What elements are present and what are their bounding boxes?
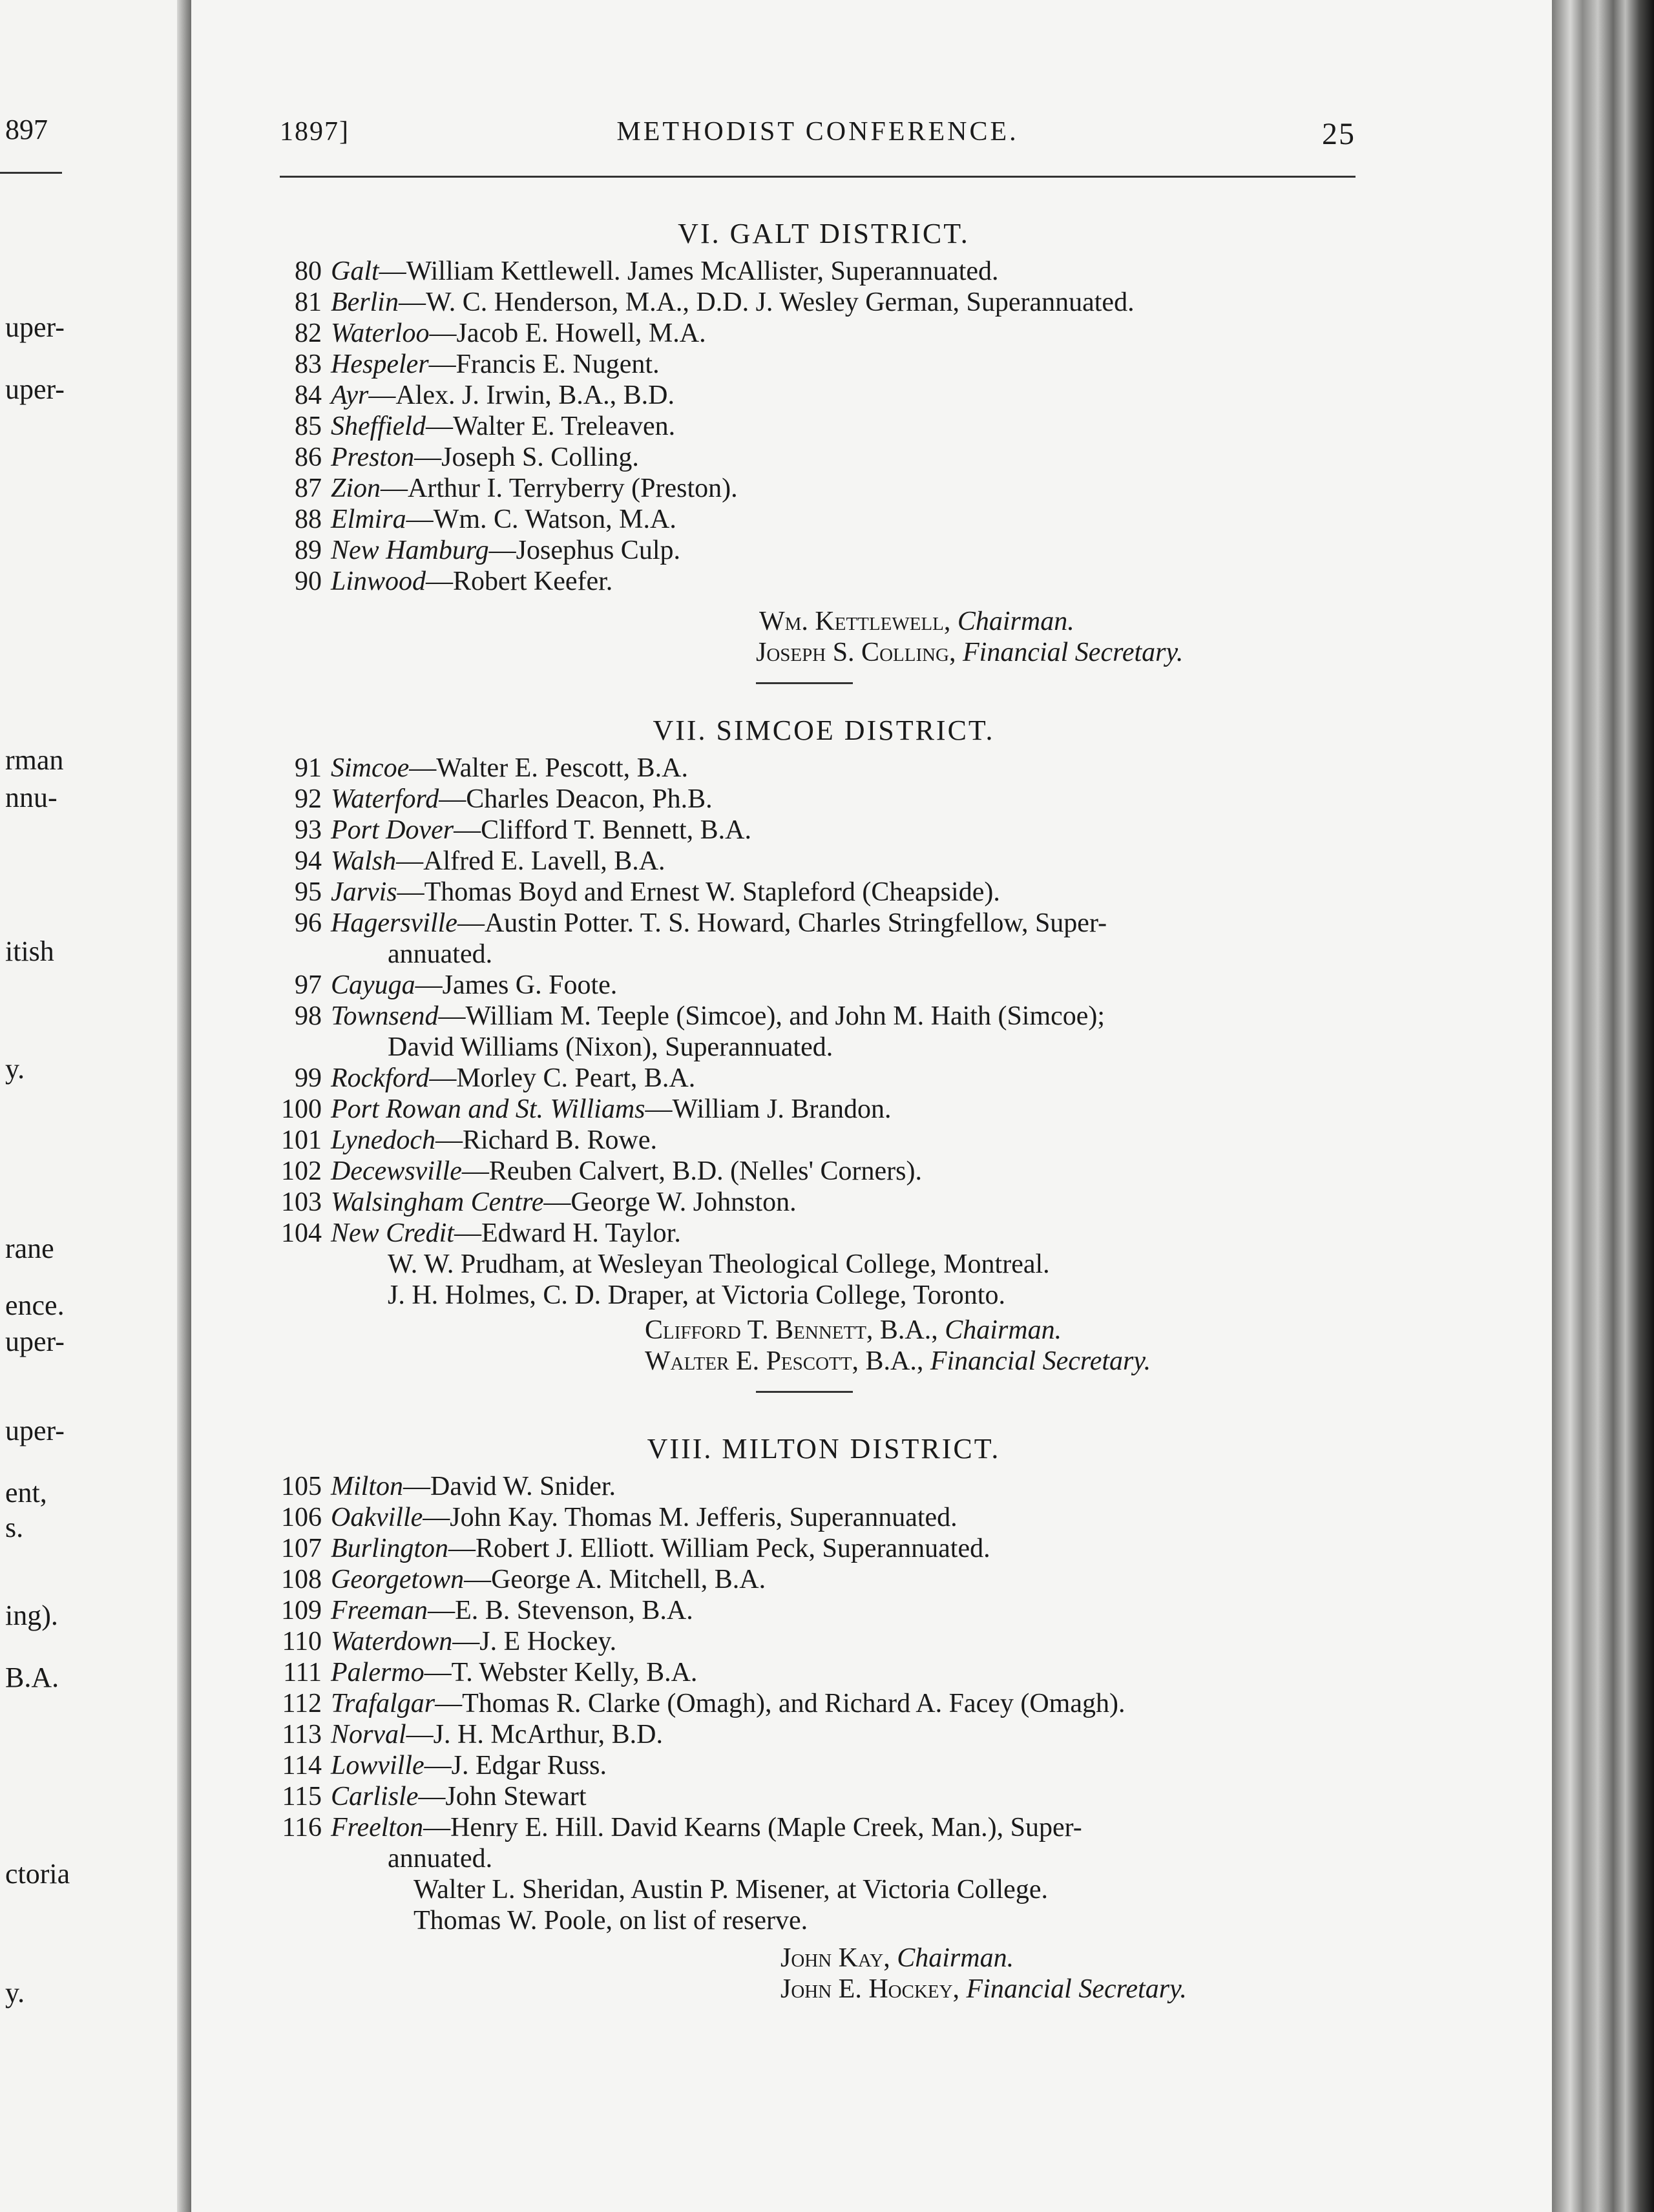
circuit-text [331, 1564, 766, 1595]
circuit-place: Linwood [331, 567, 426, 596]
signature-role: Chairman. [945, 1315, 1062, 1345]
circuit-entry [258, 1564, 1389, 1595]
circuit-place: Waterford [331, 784, 439, 814]
district-milton [258, 1431, 1389, 2005]
circuit-continuation: David Williams (Nixon), Superannuated. [388, 1032, 833, 1062]
circuit-entry [258, 815, 1389, 846]
signature-role: Chairman. [897, 1943, 1014, 1973]
district-note: Thomas W. Poole, on list of reserve. [414, 1906, 808, 1936]
circuit-list [258, 256, 1389, 597]
district-simcoe [258, 713, 1389, 1411]
circuit-number: 112 [282, 1689, 322, 1718]
circuit-place: New Hamburg [331, 536, 489, 565]
circuit-place: Trafalgar [331, 1689, 435, 1718]
signature-role: Financial Secretary. [963, 638, 1184, 667]
circuit-ministers: —John Stewart [418, 1782, 587, 1811]
circuit-entry [258, 1626, 1389, 1657]
circuit-place: Cayuga [331, 970, 415, 1000]
facing-page [0, 0, 191, 2212]
circuit-ministers: —W. C. Henderson, M.A., D.D. J. Wesley German, Superannuated. [398, 287, 1135, 317]
circuit-number: 100 [281, 1094, 322, 1124]
circuit-ministers: —Walter E. Pescott, B.A. [409, 753, 689, 783]
chairman-signature [258, 606, 1389, 637]
circuit-place: Waterdown [331, 1627, 453, 1656]
circuit-ministers: —Austin Potter. T. S. Howard, Charles Stringfellow, Super- [457, 908, 1107, 938]
circuit-entry [258, 1471, 1389, 1502]
circuit-place: Burlington [331, 1534, 449, 1563]
circuit-ministers: —William J. Brandon. [645, 1094, 892, 1124]
chairman-signature [258, 1315, 1389, 1346]
circuit-number: 99 [295, 1063, 322, 1093]
circuit-place: Freelton [331, 1813, 424, 1842]
circuit-entry [258, 473, 1389, 504]
circuit-number: 101 [281, 1125, 322, 1155]
circuit-ministers: —David W. Snider. [403, 1472, 616, 1501]
circuit-place: Hagersville [331, 908, 457, 938]
facing-page-line: itish [5, 935, 54, 967]
facing-page-line: B.A. [5, 1662, 59, 1693]
header-year: 1897] [280, 117, 350, 147]
circuit-number: 110 [282, 1627, 322, 1656]
circuit-text [331, 318, 706, 349]
circuit-entry [258, 1657, 1389, 1688]
circuit-entry [258, 1502, 1389, 1533]
circuit-entry [258, 1187, 1389, 1218]
circuit-ministers: —Joseph S. Colling. [414, 443, 639, 472]
circuit-number: 94 [295, 846, 322, 876]
circuit-text [331, 815, 751, 846]
circuit-text [331, 1781, 587, 1812]
circuit-text [331, 442, 639, 473]
circuit-text [331, 349, 660, 380]
circuit-ministers: —George W. Johnston. [543, 1187, 797, 1217]
circuit-place: Elmira [331, 505, 406, 534]
signature-role: Chairman. [957, 607, 1074, 636]
circuit-text [331, 1688, 1125, 1719]
circuit-ministers: —J. E Hockey. [452, 1627, 617, 1656]
circuit-place: Decewsville [331, 1156, 462, 1186]
circuit-place: Milton [331, 1472, 403, 1501]
circuit-entry [258, 1812, 1389, 1843]
circuit-place: Rockford [331, 1063, 430, 1093]
circuit-ministers: —George A. Mitchell, B.A. [464, 1565, 766, 1594]
secretary-signature [258, 1346, 1389, 1377]
circuit-ministers: —Arthur I. Terryberry (Preston). [381, 474, 738, 503]
page-number: 25 [1322, 117, 1356, 151]
circuit-number: 93 [295, 815, 322, 845]
facing-page-rule [0, 172, 62, 174]
circuit-text [331, 1502, 958, 1533]
circuit-entry [258, 535, 1389, 566]
circuit-number: 80 [295, 256, 322, 286]
district-note: Walter L. Sheridan, Austin P. Misener, at Victoria College. [414, 1875, 1048, 1904]
circuit-number: 84 [295, 381, 322, 410]
circuit-place: Oakville [331, 1503, 423, 1532]
circuit-number: 98 [295, 1001, 322, 1031]
circuit-number: 85 [295, 412, 322, 441]
circuit-place: New Credit [331, 1218, 454, 1248]
circuit-ministers: —Morley C. Peart, B.A. [429, 1063, 696, 1093]
district-title: VII. SIMCOE DISTRICT. [653, 715, 995, 746]
facing-page-line: ent, [5, 1477, 47, 1508]
facing-page-line: ctoria [5, 1858, 70, 1890]
circuit-continuation: annuated. [388, 1844, 493, 1873]
circuit-ministers: —J. H. McArthur, B.D. [406, 1720, 663, 1749]
circuit-number: 113 [282, 1720, 322, 1749]
circuit-entry [258, 1595, 1389, 1626]
circuit-ministers: —Richard B. Rowe. [435, 1125, 657, 1155]
circuit-text [331, 1812, 1082, 1843]
signature-name: Walter E. Pescott, B.A., [645, 1346, 924, 1376]
circuit-number: 96 [295, 908, 322, 938]
facing-page-line: uper- [5, 1415, 65, 1446]
circuit-place: Lynedoch [331, 1125, 436, 1155]
facing-page-line: nnu- [5, 782, 58, 813]
district-title: VIII. MILTON DISTRICT. [647, 1433, 1001, 1465]
circuit-number: 102 [281, 1156, 322, 1186]
circuit-entry [258, 256, 1389, 287]
circuit-text [331, 908, 1107, 939]
district-notes [258, 1249, 1389, 1311]
circuit-place: Walsh [331, 846, 397, 876]
circuit-entry [258, 1719, 1389, 1750]
circuit-entry [258, 349, 1389, 380]
circuit-entry [258, 1125, 1389, 1156]
circuit-number: 111 [283, 1658, 322, 1687]
circuit-place: Waterloo [331, 318, 430, 348]
section-divider [756, 1391, 853, 1393]
circuit-place: Townsend [331, 1001, 439, 1031]
circuit-text [331, 1626, 616, 1657]
circuit-entry [258, 442, 1389, 473]
circuit-number: 103 [281, 1187, 322, 1217]
circuit-entry [258, 753, 1389, 784]
circuit-number: 116 [282, 1813, 322, 1842]
signature-name: Clifford T. Bennett, B.A., [645, 1315, 938, 1345]
circuit-ministers: —Robert Keefer. [426, 567, 613, 596]
circuit-place: Palermo [331, 1658, 424, 1687]
circuit-ministers: —T. Webster Kelly, B.A. [424, 1658, 698, 1687]
circuit-number: 86 [295, 443, 322, 472]
circuit-text [331, 1218, 681, 1249]
facing-page-line: y. [5, 1977, 25, 2009]
circuit-text [331, 1533, 990, 1564]
facing-page-line: rane [5, 1233, 54, 1264]
circuit-place: Preston [331, 443, 415, 472]
circuit-text [331, 504, 676, 535]
circuit-list [258, 753, 1389, 1249]
circuit-ministers: —Alfred E. Lavell, B.A. [396, 846, 665, 876]
circuit-text [331, 1187, 797, 1218]
circuit-ministers: —Jacob E. Howell, M.A. [429, 318, 706, 348]
circuit-number: 81 [295, 287, 322, 317]
facing-page-line: y. [5, 1053, 25, 1085]
circuit-number: 88 [295, 505, 322, 534]
circuit-text [331, 566, 612, 597]
circuit-number: 91 [295, 753, 322, 783]
circuit-place: Zion [331, 474, 381, 503]
circuit-entry [258, 1218, 1389, 1249]
circuit-text [331, 1719, 663, 1750]
circuit-place: Freeman [331, 1596, 428, 1625]
circuit-place: Norval [331, 1720, 406, 1749]
circuit-number: 107 [281, 1534, 322, 1563]
circuit-entry [258, 1156, 1389, 1187]
facing-page-line: uper- [5, 311, 65, 343]
circuit-entry [258, 1688, 1389, 1719]
circuit-place: Lowville [331, 1751, 424, 1780]
circuit-entry [258, 504, 1389, 535]
circuit-ministers: —William Kettlewell. James McAllister, Superannuated. [379, 256, 999, 286]
circuit-number: 114 [282, 1751, 322, 1780]
district-title: VI. GALT DISTRICT. [678, 218, 970, 249]
facing-page-line: s. [5, 1512, 24, 1543]
facing-page-header: 897 [5, 114, 48, 145]
page-gutter [177, 0, 191, 2212]
chairman-signature [258, 1943, 1389, 1974]
circuit-place: Walsingham Centre [331, 1187, 544, 1217]
signature-role: Financial Secretary. [966, 1974, 1187, 2004]
circuit-number: 89 [295, 536, 322, 565]
signature-name: Joseph S. Colling, [756, 638, 956, 667]
circuit-text [331, 287, 1135, 318]
circuit-ministers: —William M. Teeple (Simcoe), and John M. Haith (Simcoe); [438, 1001, 1105, 1031]
circuit-entry [258, 411, 1389, 442]
circuit-text [331, 1156, 922, 1187]
circuit-place: Berlin [331, 287, 399, 317]
circuit-text [331, 846, 665, 877]
circuit-text [331, 535, 680, 566]
circuit-list [258, 1471, 1389, 1874]
circuit-number: 87 [295, 474, 322, 503]
circuit-number: 95 [295, 877, 322, 907]
circuit-place: Simcoe [331, 753, 410, 783]
circuit-entry [258, 1781, 1389, 1812]
circuit-number: 109 [281, 1596, 322, 1625]
circuit-ministers: —Thomas Boyd and Ernest W. Stapleford (Cheapside). [397, 877, 1000, 907]
circuit-ministers: —Thomas R. Clarke (Omagh), and Richard A. Facey (Omagh). [435, 1689, 1125, 1718]
circuit-text [331, 1595, 693, 1626]
circuit-place: Sheffield [331, 412, 426, 441]
district-galt [258, 216, 1389, 702]
circuit-ministers: —Robert J. Elliott. William Peck, Superannuated. [448, 1534, 990, 1563]
circuit-text [331, 1471, 616, 1502]
circuit-entry [258, 1063, 1389, 1094]
section-divider [756, 682, 853, 684]
circuit-place: Hespeler [331, 350, 429, 379]
circuit-ministers: —Wm. C. Watson, M.A. [406, 505, 676, 534]
facing-page-line: ing). [5, 1600, 58, 1631]
facing-page-line: rman [5, 744, 64, 776]
circuit-ministers: —Henry E. Hill. David Kearns (Maple Creek, Man.), Super- [423, 1813, 1082, 1842]
circuit-entry [258, 970, 1389, 1001]
signature-name: John E. Hockey, [780, 1974, 960, 2004]
circuit-text [331, 970, 617, 1001]
circuit-place: Georgetown [331, 1565, 465, 1594]
secretary-signature [258, 637, 1389, 668]
circuit-ministers: —E. B. Stevenson, B.A. [428, 1596, 693, 1625]
circuit-place: Galt [331, 256, 379, 286]
circuit-ministers: —Alex. J. Irwin, B.A., B.D. [368, 381, 675, 410]
facing-page-line: ence. [5, 1289, 65, 1321]
circuit-entry [258, 1533, 1389, 1564]
circuit-entry [258, 908, 1389, 939]
circuit-text [331, 753, 688, 784]
circuit-entry [258, 287, 1389, 318]
circuit-entry [258, 1094, 1389, 1125]
circuit-ministers: —John Kay. Thomas M. Jefferis, Superannuated. [423, 1503, 958, 1532]
circuit-text [331, 1001, 1105, 1032]
circuit-text [331, 256, 999, 287]
district-note: W. W. Prudham, at Wesleyan Theological College, Montreal. [388, 1249, 1050, 1279]
circuit-text [331, 1063, 695, 1094]
circuit-place: Jarvis [331, 877, 397, 907]
facing-page-line: uper- [5, 1326, 65, 1357]
circuit-ministers: —J. Edgar Russ. [424, 1751, 607, 1780]
circuit-text [331, 380, 675, 411]
circuit-place: Ayr [331, 381, 369, 410]
circuit-entry [258, 784, 1389, 815]
circuit-text [331, 1750, 607, 1781]
circuit-ministers: —Edward H. Taylor. [454, 1218, 681, 1248]
running-header [280, 116, 1356, 162]
circuit-ministers: —Walter E. Treleaven. [425, 412, 676, 441]
header-rule [280, 176, 1356, 178]
facing-page-line: uper- [5, 373, 65, 405]
circuit-ministers: —Charles Deacon, Ph.B. [439, 784, 713, 814]
circuit-entry [258, 846, 1389, 877]
circuit-entry [258, 318, 1389, 349]
circuit-text [331, 411, 675, 442]
district-note: J. H. Holmes, C. D. Draper, at Victoria College, Toronto. [388, 1280, 1005, 1310]
signature-name: Wm. Kettlewell, [759, 607, 951, 636]
circuit-entry [258, 380, 1389, 411]
book-edge [1552, 0, 1654, 2212]
circuit-continuation: annuated. [388, 939, 493, 969]
circuit-number: 106 [281, 1503, 322, 1532]
circuit-ministers: —Clifford T. Bennett, B.A. [454, 815, 751, 845]
circuit-entry [258, 1750, 1389, 1781]
secretary-signature [258, 1974, 1389, 2005]
circuit-text [331, 784, 713, 815]
circuit-number: 105 [281, 1472, 322, 1501]
circuit-ministers: —Josephus Culp. [488, 536, 680, 565]
circuit-ministers: —James G. Foote. [415, 970, 618, 1000]
district-notes [258, 1874, 1389, 1936]
circuit-text [331, 473, 738, 504]
circuit-number: 90 [295, 567, 322, 596]
circuit-text [331, 1657, 697, 1688]
circuit-text [331, 1125, 657, 1156]
circuit-number: 115 [282, 1782, 322, 1811]
circuit-number: 82 [295, 318, 322, 348]
circuit-number: 108 [281, 1565, 322, 1594]
circuit-number: 83 [295, 350, 322, 379]
circuit-place: Port Dover [331, 815, 454, 845]
circuit-text [331, 877, 1000, 908]
circuit-entry [258, 1001, 1389, 1032]
circuit-number: 92 [295, 784, 322, 814]
circuit-text [331, 1094, 891, 1125]
circuit-number: 104 [281, 1218, 322, 1248]
circuit-ministers: —Francis E. Nugent. [428, 350, 660, 379]
circuit-place: Port Rowan and St. Williams [331, 1094, 645, 1124]
signature-role: Financial Secretary. [930, 1346, 1151, 1376]
header-title: METHODIST CONFERENCE. [616, 117, 1019, 147]
signature-name: John Kay, [780, 1943, 890, 1973]
circuit-ministers: —Reuben Calvert, B.D. (Nelles' Corners). [461, 1156, 922, 1186]
circuit-number: 97 [295, 970, 322, 1000]
circuit-entry [258, 566, 1389, 597]
circuit-entry [258, 877, 1389, 908]
circuit-place: Carlisle [331, 1782, 419, 1811]
